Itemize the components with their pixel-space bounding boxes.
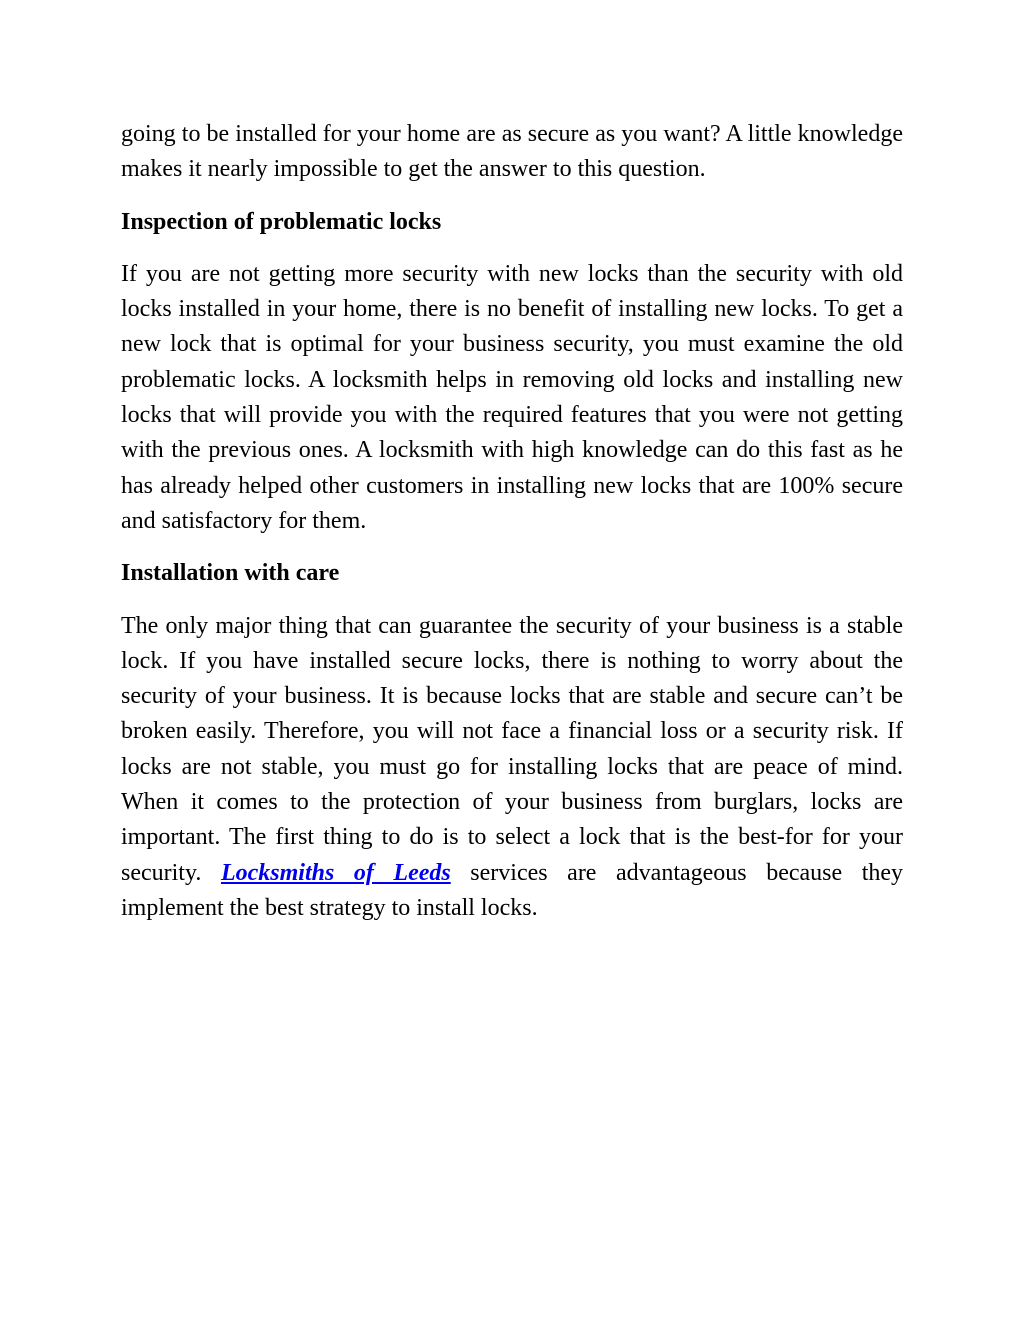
paragraph-text-before-link: The only major thing that can guarantee the security of your business is a stable lock. If you have installed secure locks, there is nothing to worry about the security of your business. It is because locks that are stable and secure can’t be broken easily. Therefore, you will not face a financial loss or a security risk. If locks are not stable, you must go for installing locks that are peace of mind. When it comes to the protection of your business from burglars, locks are important. The first thing to do is to select a lock that is the best-for for your security.: [121, 612, 903, 886]
locksmiths-of-leeds-link[interactable]: Locksmiths of Leeds: [220, 859, 451, 886]
section-paragraph-inspection: If you are not getting more security with new locks than the security with old locks installed in your home, there is no benefit of installing new locks. To get a new lock that is optimal for your business security, you must examine the old problematic locks. A locksmith helps in removing old locks and installing new locks that will provide you with the required features that you were not getting with the previous ones. A locksmith with high knowledge can do this fast as he has already helped other customers in installing new locks that are 100% secure and satisfactory for them.: [121, 260, 903, 534]
section-heading-installation: Installation with care: [121, 560, 340, 587]
document-page: [121, 117, 903, 943]
section-heading-inspection: Inspection of problematic locks: [121, 208, 442, 235]
section-paragraph-installation: [121, 609, 903, 927]
intro-paragraph: going to be installed for your home are as secure as you want? A little knowledge makes it nearly impossible to get the answer to this question.: [121, 121, 903, 183]
paragraph-text-after-link: services are advantageous because they implement the best strategy to install locks.: [121, 859, 904, 921]
